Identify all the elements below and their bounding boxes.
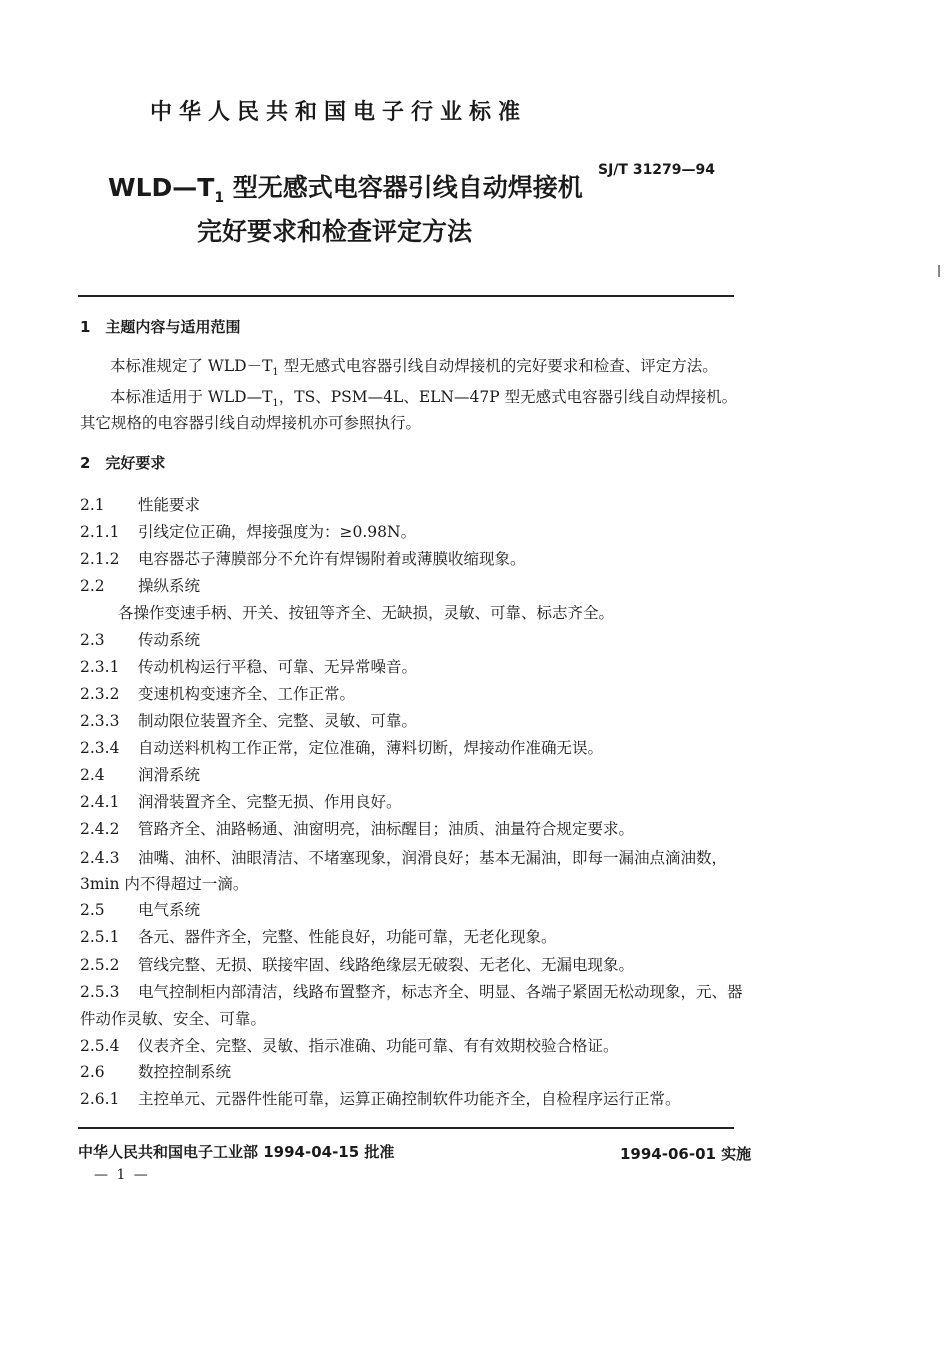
effective-date: 1994-06-01 实施 — [620, 1145, 752, 1163]
requirement-number: 2.4.3 — [80, 849, 120, 867]
requirement-text: 数控控制系统 — [138, 1063, 232, 1081]
requirement-item — [80, 953, 634, 975]
requirement-number: 2.4.2 — [80, 820, 120, 838]
requirement-item — [80, 628, 200, 650]
requirement-number: 2.5 — [80, 901, 105, 919]
requirement-item — [80, 898, 200, 920]
requirement-text: 传动机构运行平稳、可靠、无异常噪音。 — [138, 658, 418, 676]
bottom-divider — [78, 1127, 734, 1129]
requirement-item — [80, 1087, 681, 1109]
approval-line: 中华人民共和国电子工业部 1994-04-15 批准 — [78, 1143, 395, 1161]
requirement-number: 2.1 — [80, 496, 105, 514]
requirement-item — [80, 763, 200, 785]
requirement-number: 2.4.1 — [80, 793, 120, 811]
requirement-number: 2.3 — [80, 631, 105, 649]
requirement-number: 2.5.3 — [80, 983, 120, 1001]
requirement-item — [80, 817, 634, 839]
requirement-text: 变速机构变速齐全、工作正常。 — [138, 685, 356, 703]
requirement-number: 2.3.1 — [80, 658, 120, 676]
requirement-text: 各元、器件齐全，完整、性能良好，功能可靠，无老化现象。 — [138, 928, 557, 946]
requirement-number: 2.1.2 — [80, 550, 120, 568]
requirement-text: 油嘴、油杯、油眼清洁、不堵塞现象，润滑良好；基本无漏油，即每一漏油点滴油数， — [138, 849, 728, 867]
requirement-number: 2.3.4 — [80, 739, 120, 757]
requirement-text: 管线完整、无损、联接牢固、线路绝缘层无破裂、无老化、无漏电现象。 — [138, 956, 635, 974]
page-number: — 1 — — [94, 1167, 150, 1183]
requirement-item — [80, 790, 402, 812]
requirement-number: 2.3.3 — [80, 712, 120, 730]
section-2-heading: 2 完好要求 — [80, 454, 166, 472]
scan-edge-mark — [938, 265, 940, 277]
requirement-item — [80, 1007, 266, 1029]
requirement-text: 电气系统 — [138, 901, 201, 919]
requirement-text: 管路齐全、油路畅通、油窗明亮，油标醒目；油质、油量符合规定要求。 — [138, 820, 635, 838]
requirement-item — [80, 682, 355, 704]
requirement-number: 2.2 — [80, 577, 105, 595]
requirement-item — [80, 709, 417, 731]
standard-header-title: 中华人民共和国电子行业标准 — [150, 100, 528, 125]
requirement-text: 操纵系统 — [138, 577, 201, 595]
requirement-text: 电容器芯子薄膜部分不允许有焊锡附着或薄膜收缩现象。 — [138, 550, 526, 568]
title-model-subscript: 1 — [214, 190, 225, 206]
requirement-number: 2.4 — [80, 766, 105, 784]
document-title-line2: 完好要求和检查评定方法 — [197, 217, 473, 246]
title-model-suffix: 型无感式电容器引线自动焊接机 — [224, 173, 583, 202]
requirement-number: 2.1.1 — [80, 523, 120, 541]
standard-code: SJ/T 31279—94 — [598, 162, 716, 178]
requirement-number: 2.5.4 — [80, 1037, 120, 1055]
requirement-text: 自动送料机构工作正常，定位准确，薄料切断，焊接动作准确无误。 — [138, 739, 604, 757]
section-1-paragraph-1: 本标准规定了 $WLD-T_1$ 型无感式电容器引线自动焊接机的完好要求和检查、评定方法。 — [110, 357, 718, 379]
requirement-item — [80, 655, 417, 677]
requirement-text: 传动系统 — [138, 631, 201, 649]
requirement-number: 2.5.2 — [80, 956, 120, 974]
requirement-item — [80, 925, 557, 947]
requirement-text: 主控单元、元器件性能可靠，运算正确控制软件功能齐全，自检程序运行正常。 — [138, 1090, 681, 1108]
section-1-paragraph-2: 本标准适用于 $WLD—T_1$，TS、PSM—4L、ELN—47P 型无感式电容器引线自动焊接机。 — [110, 388, 738, 410]
requirement-number: 2.3.2 — [80, 685, 120, 703]
section-1-heading: 1 主题内容与适用范围 — [80, 318, 241, 336]
document-title-line1 — [108, 168, 583, 206]
requirement-item — [80, 736, 603, 758]
requirement-item — [80, 574, 200, 596]
title-model-prefix: WLD—T — [108, 173, 215, 202]
requirement-text: 润滑装置齐全、完整无损、作用良好。 — [138, 793, 402, 811]
requirement-number: 2.6.1 — [80, 1090, 120, 1108]
requirement-text: 引线定位正确，焊接强度为：≥0.98N。 — [138, 523, 417, 541]
requirement-text: 仪表齐全、完整、灵敏、指示准确、功能可靠、有有效期校验合格证。 — [138, 1037, 619, 1055]
requirement-item — [80, 980, 743, 1002]
requirement-item — [118, 601, 614, 623]
requirement-item — [80, 493, 200, 515]
requirement-item — [80, 846, 727, 868]
top-divider — [78, 295, 734, 297]
requirement-item — [80, 872, 248, 894]
requirement-item — [80, 1034, 619, 1056]
requirement-item — [80, 1060, 231, 1082]
requirement-text: 性能要求 — [138, 496, 201, 514]
requirement-text: 件动作灵敏、安全、可靠。 — [80, 1010, 267, 1028]
requirement-text: 3min 内不得超过一滴。 — [80, 875, 249, 893]
requirement-item — [80, 520, 416, 542]
requirement-text: 制动限位装置齐全、完整、灵敏、可靠。 — [138, 712, 418, 730]
requirement-item — [80, 547, 526, 569]
requirement-text: 电气控制柜内部清洁，线路布置整齐，标志齐全、明显、各端子紧固无松动现象，元、器 — [138, 983, 743, 1001]
section-1-paragraph-2-continued: 其它规格的电容器引线自动焊接机亦可参照执行。 — [80, 414, 422, 432]
requirement-text: 各操作变速手柄、开关、按钮等齐全、无缺损，灵敏、可靠、标志齐全。 — [118, 604, 615, 622]
requirement-text: 润滑系统 — [138, 766, 201, 784]
requirement-number: 2.5.1 — [80, 928, 120, 946]
requirement-number: 2.6 — [80, 1063, 105, 1081]
